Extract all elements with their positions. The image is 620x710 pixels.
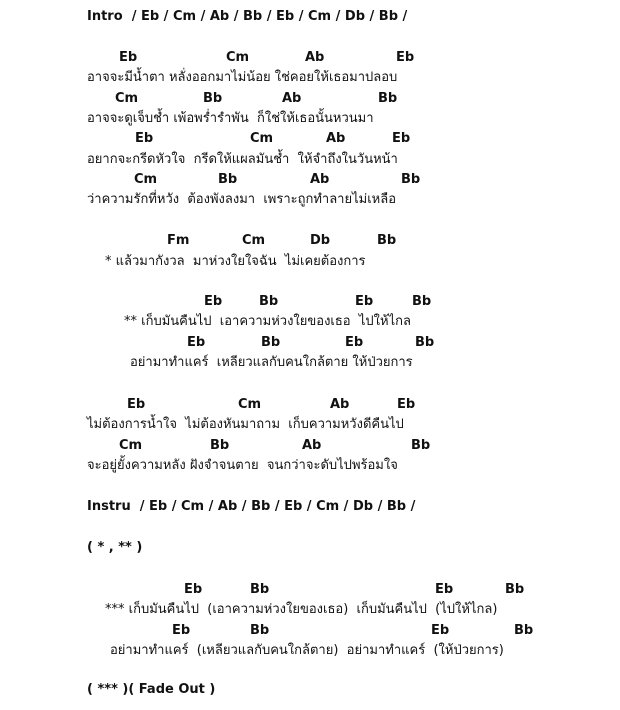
chord: Ab [302, 438, 322, 453]
lyric-line: อยากจะกรีดหัวใจ กรีดให้แผลมันช้ำ ให้จำถึงในวันหน้า [87, 152, 398, 167]
chord: Bb [250, 582, 270, 597]
chord: Eb [135, 131, 154, 146]
chord: Eb [119, 50, 138, 65]
chord: Fm [167, 233, 190, 248]
lyric-line: *** เก็บมันคืนไป (เอาความห่วงใยของเธอ) เก็บมันคืนไป (ไปให้ไกล) [105, 602, 498, 617]
chord: Ab [305, 50, 325, 65]
chord: Eb [204, 294, 223, 309]
chord: Eb [435, 582, 454, 597]
chord: Eb [397, 397, 416, 412]
chord: Bb [412, 294, 432, 309]
chord: Ab [310, 172, 330, 187]
chord: Bb [378, 91, 398, 106]
chord: Cm [238, 397, 262, 412]
chord: Bb [259, 294, 279, 309]
chord: Ab [282, 91, 302, 106]
chord: Eb [184, 582, 203, 597]
chord: Eb [396, 50, 415, 65]
chord: Ab [326, 131, 346, 146]
chord: Bb [203, 91, 223, 106]
chord: Bb [401, 172, 421, 187]
lyric-line: ว่าความรักที่หวัง ต้องพังลงมา เพราะถูกทำลายไม่เหลือ [87, 192, 396, 207]
chord: Eb [187, 335, 206, 350]
lyric-line: อาจจะมีน้ำตา หลั่งออกมาไม่น้อย ใช่คอยให้เธอมาปลอบ [87, 70, 398, 85]
chord: Ab [330, 397, 350, 412]
chord: Db [310, 233, 331, 248]
chord: Eb [172, 623, 191, 638]
intro-line: Intro / Eb / Cm / Ab / Bb / Eb / Cm / Db / Bb / [87, 9, 408, 24]
chord: Bb [218, 172, 238, 187]
chord: Cm [115, 91, 139, 106]
chord: Eb [392, 131, 411, 146]
lyric-line: อย่ามาทำแคร์ เหลียวแลกับคนใกล้ตาย ให้ป่วยการ [130, 355, 413, 370]
repeat-line: ( * , ** ) [87, 540, 143, 555]
chord: Bb [210, 438, 230, 453]
lyric-line: อย่ามาทำแคร์ (เหลียวแลกับคนใกล้ตาย) อย่ามาทำแคร์ (ให้ป่วยการ) [110, 643, 504, 658]
lyric-line: ** เก็บมันคืนไป เอาความห่วงใยของเธอ ไปให้ไกล [124, 314, 411, 329]
chord: Bb [411, 438, 431, 453]
chord: Bb [377, 233, 397, 248]
chord: Cm [242, 233, 266, 248]
chord: Bb [514, 623, 534, 638]
lyric-line: อาจจะดูเจ็บช้ำ เพ้อพร่ำรำพัน ก็ใช่ให้เธอนั้นหวนมา [87, 111, 374, 126]
chord: Eb [355, 294, 374, 309]
chord: Bb [415, 335, 435, 350]
chord: Bb [261, 335, 281, 350]
chord: Cm [250, 131, 274, 146]
chord: Eb [127, 397, 146, 412]
chord: Eb [345, 335, 364, 350]
chord: Cm [226, 50, 250, 65]
chord: Bb [505, 582, 525, 597]
chord: Cm [119, 438, 143, 453]
lyric-line: จะอยู่ยั้งความหลัง ฝังจำจนตาย จนกว่าจะดับไปพร้อมใจ [87, 458, 398, 473]
lyric-line: ไม่ต้องการน้ำใจ ไม่ต้องหันมาถาม เก็บความหวังดีคืนไป [87, 417, 404, 432]
chord: Cm [134, 172, 158, 187]
chord: Bb [250, 623, 270, 638]
lyric-line: * แล้วมากังวล มาห่วงใยใจฉัน ไม่เคยต้องการ [105, 254, 366, 269]
instru-line: Instru / Eb / Cm / Ab / Bb / Eb / Cm / Db / Bb / [87, 499, 416, 514]
ending-line: ( *** )( Fade Out ) [87, 682, 216, 697]
chord: Eb [431, 623, 450, 638]
